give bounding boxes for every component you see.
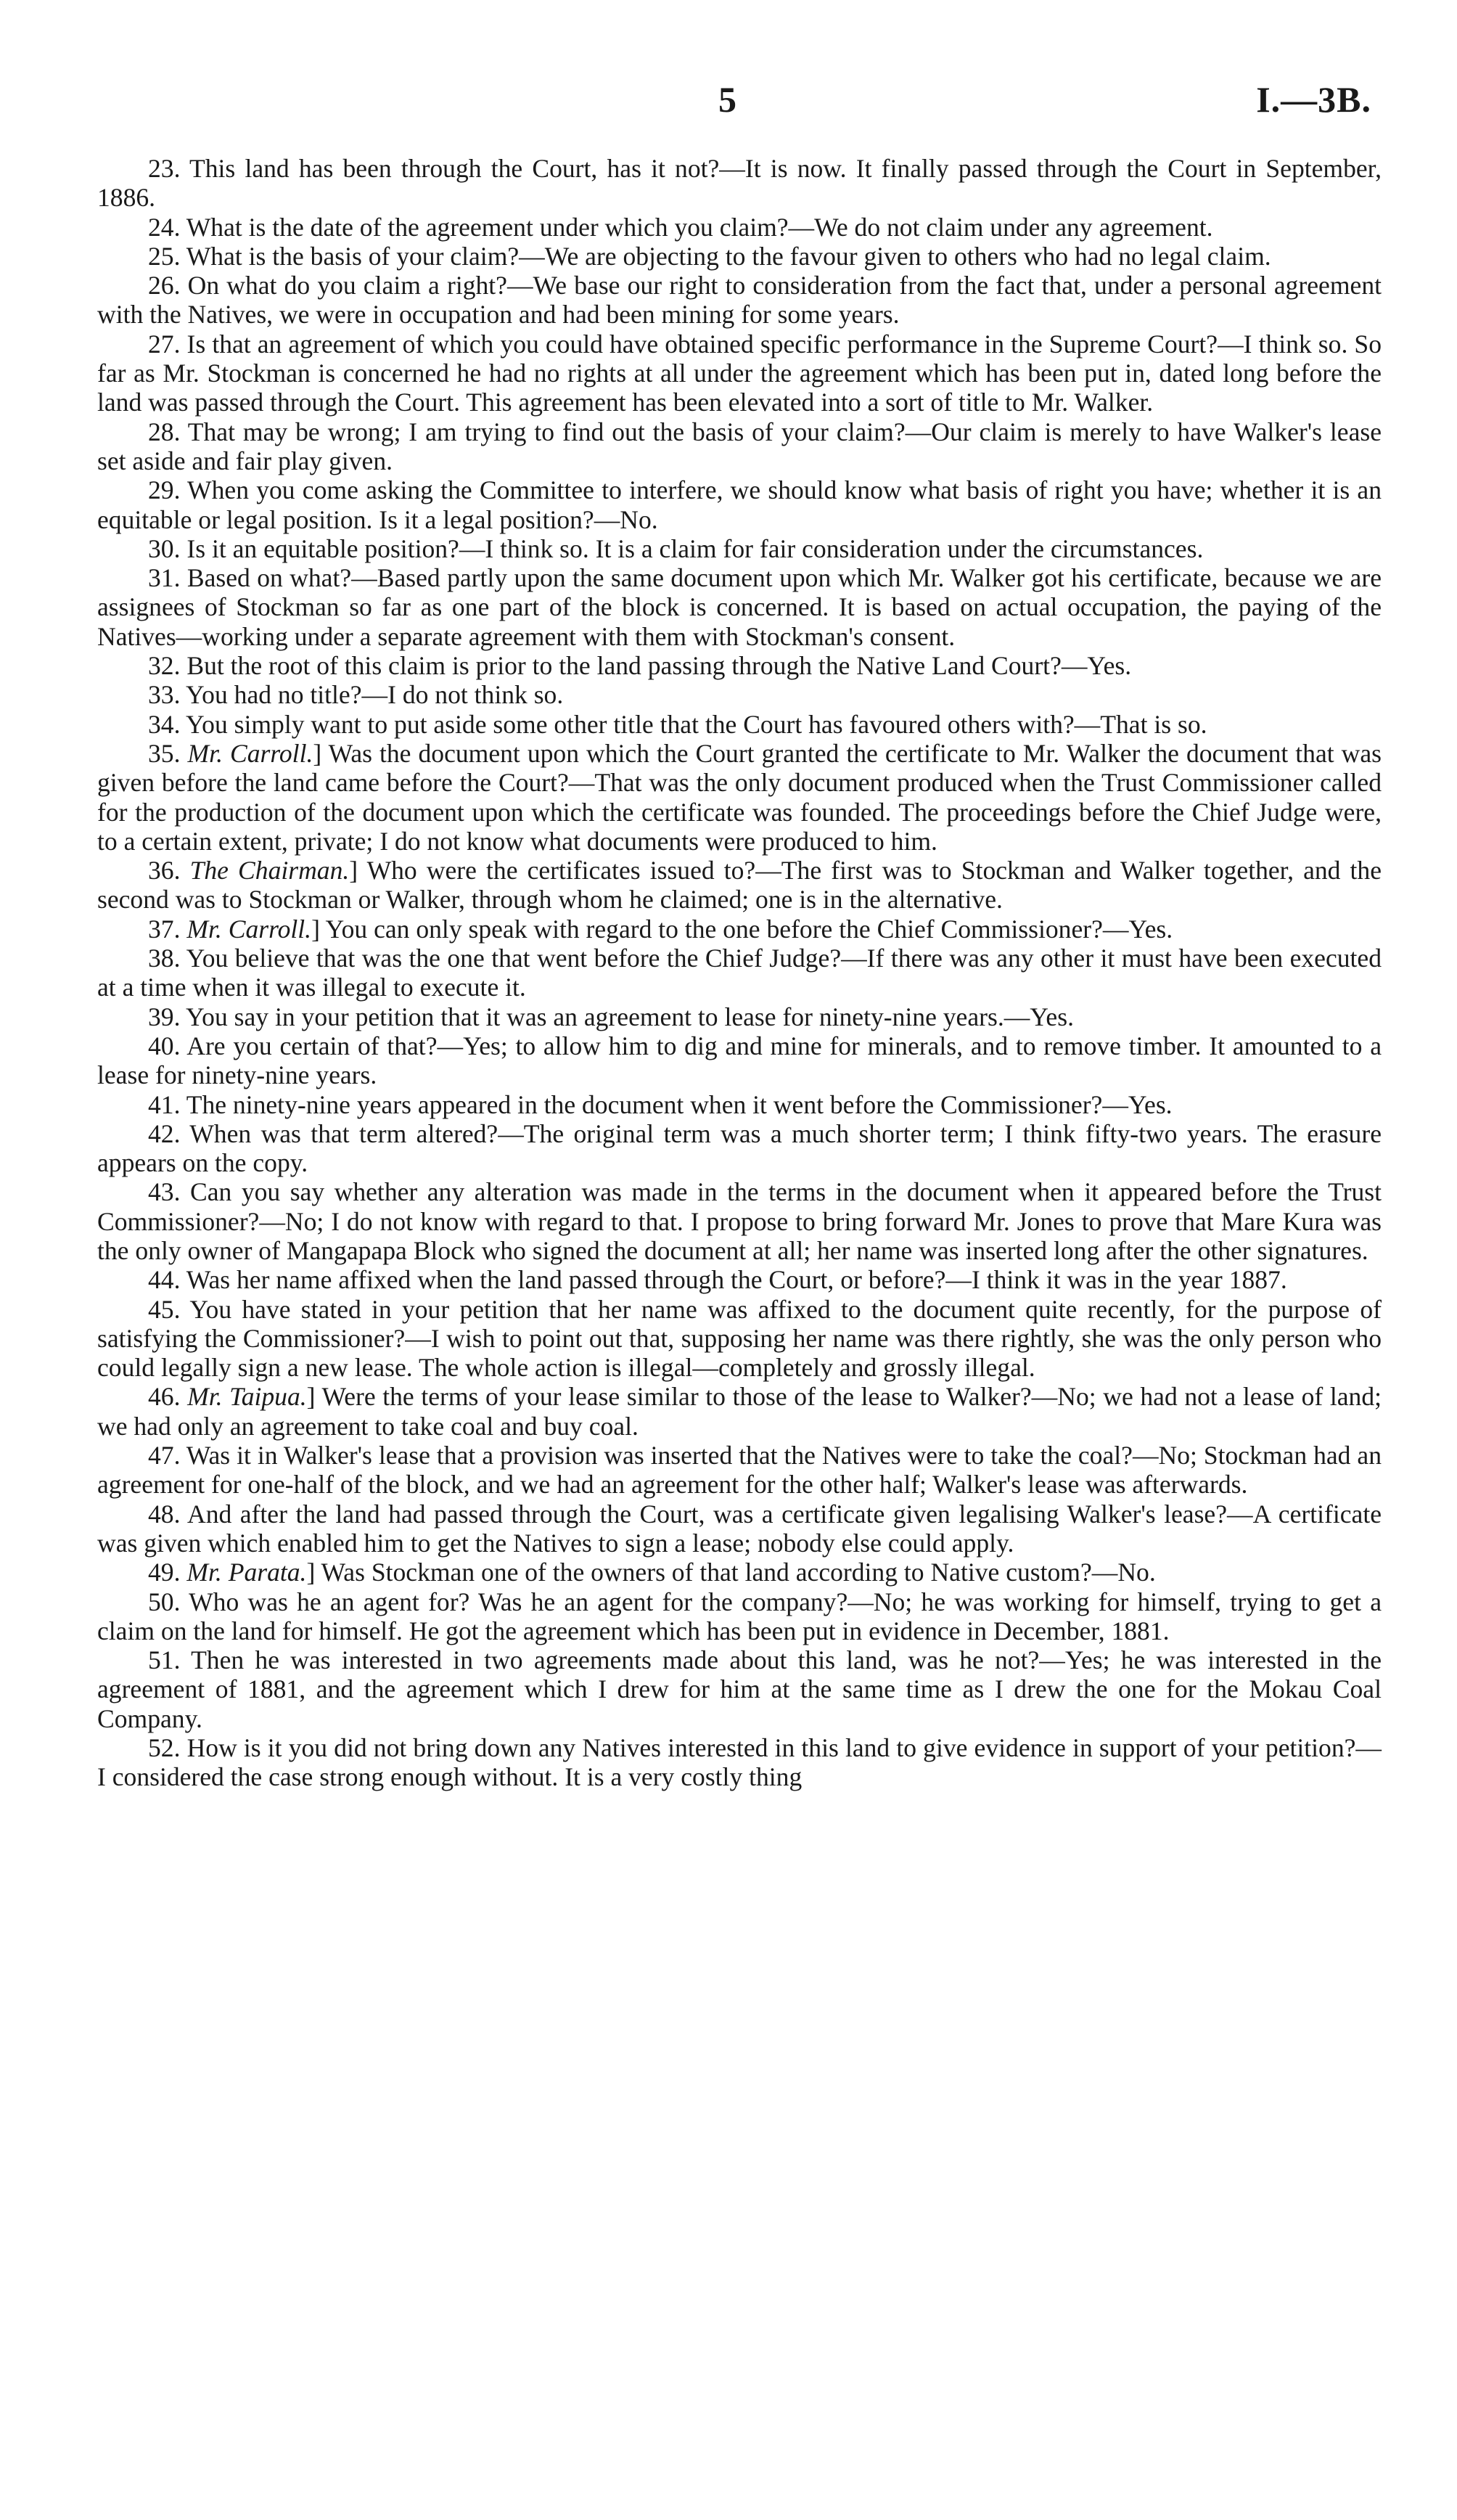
question-number: 37.	[148, 914, 181, 944]
question-answer-text: 41. The ninety-nine years appeared in the document when it went before the Commissioner?—Yes.	[148, 1089, 1173, 1119]
question-answer-text: 27. Is that an agreement of which you could have obtained specific performance in the Supreme Court?—I think so. So far as Mr. Stockman is concerned he had no rights at all under the agreement which has been put in, dated long before the land was passed through the Court. This agreement has been elevated into a sort of title to Mr. Walker.	[97, 329, 1382, 417]
question-number: 35.	[148, 738, 181, 768]
question-answer-27	[97, 1558, 1382, 1587]
question-answer-text: 33. You had no title?—I do not think so.	[148, 680, 564, 710]
question-answer-text: 40. Are you certain of that?—Yes; to allow him to dig and mine for minerals, and to remove timber. It amounted to a lease for ninety-nine years.	[97, 1031, 1382, 1090]
question-number: 36.	[148, 856, 181, 885]
question-answer-9	[97, 563, 1382, 651]
question-answer-22	[97, 1265, 1382, 1294]
question-answer-6	[97, 417, 1382, 476]
question-answer-text: 47. Was it in Walker's lease that a provision was inserted that the Natives were to take the coal?—No; Stockman had an agreement for one-half of the block, and we had an agreement for the other half; Walker's lease was afterwards.	[97, 1441, 1382, 1500]
question-answer-text: 48. And after the land had passed through the Court, was a certificate given legalising Walker's lease?—A certificate was given which enabled him to get the Natives to sign a lease; nobody else could apply.	[97, 1499, 1382, 1558]
question-answer-text: 50. Who was he an agent for? Was he an agent for the company?—No; he was working for himself, trying to get a claim on the land for himself. He got the agreement which has been put in evidence in December, 1881.	[97, 1587, 1382, 1645]
question-answer-21	[97, 1177, 1382, 1265]
question-answer-3	[97, 242, 1382, 271]
question-answer-23	[97, 1295, 1382, 1383]
page-number: 5	[718, 79, 736, 120]
question-answer-7	[97, 475, 1382, 534]
question-answer-text: 24. What is the date of the agreement under which you claim?—We do not claim under any agreement.	[148, 212, 1213, 242]
question-number: 49.	[148, 1558, 181, 1587]
question-number: 46.	[148, 1382, 181, 1412]
question-answer-13	[97, 739, 1382, 856]
question-answer-text: 28. That may be wrong; I am trying to find out the basis of your claim?—Our claim is merely to have Walker's lease set aside and fair play given.	[97, 417, 1382, 475]
question-answer-16	[97, 944, 1382, 1002]
question-answer-4	[97, 271, 1382, 330]
question-answer-text: 51. Then he was interested in two agreements made about this land, was he not?—Yes; he was interested in the agreement of 1881, and the agreement which I drew for him at the same time as I drew the one for the Mokau Coal Company.	[97, 1645, 1382, 1733]
question-answer-17	[97, 1002, 1382, 1031]
question-answer-15	[97, 915, 1382, 944]
question-answer-text: 45. You have stated in your petition that her name was affixed to the document quite recently, for the purpose of satisfying the Commissioner?—I wish to point out that, supposing her name was there rightly, she was the only person who could legally sign a new lease. The whole action is illegal—completely and grossly illegal.	[97, 1294, 1382, 1383]
speaker-name: Mr. Carroll.	[187, 738, 313, 768]
question-answer-text: 34. You simply want to put aside some other title that the Court has favoured others with?—That is so.	[148, 709, 1207, 739]
minutes-of-evidence	[97, 154, 1382, 1792]
paper-reference: I.—3B.	[1256, 79, 1371, 120]
question-answer-11	[97, 680, 1382, 709]
question-answer-5	[97, 330, 1382, 417]
question-answer-text: 44. Was her name affixed when the land passed through the Court, or before?—I think it was in the year 1887.	[148, 1265, 1287, 1295]
question-answer-26	[97, 1500, 1382, 1558]
question-answer-28	[97, 1587, 1382, 1646]
question-answer-18	[97, 1031, 1382, 1090]
question-answer-14	[97, 856, 1382, 915]
question-answer-8	[97, 534, 1382, 563]
question-answer-text: 23. This land has been through the Court, has it not?—It is now. It finally passed through the Court in September, 1886.	[97, 154, 1382, 213]
question-answer-text: 31. Based on what?—Based partly upon the same document upon which Mr. Walker got his certificate, because we are assignees of Stockman so far as one part of the block is concerned. It is based on actual occupation, the paying of the Natives—working under a separate agreement with them with Stockman's consent.	[97, 563, 1382, 651]
question-answer-text: 52. How is it you did not bring down any Natives interested in this land to give evidence in support of your petition?—I considered the case strong enough without. It is a very costly thing	[97, 1733, 1382, 1792]
question-answer-text: 42. When was that term altered?—The original term was a much shorter term; I think fifty-two years. The erasure appears on the copy.	[97, 1118, 1382, 1178]
speaker-name: Mr. Carroll.	[186, 914, 312, 944]
question-answer-25	[97, 1441, 1382, 1500]
question-answer-10	[97, 651, 1382, 680]
question-answer-1	[97, 154, 1382, 213]
question-answer-text: ] You can only speak with regard to the one before the Chief Commissioner?—Yes.	[311, 914, 1173, 944]
question-answer-text: 29. When you come asking the Committee to interfere, we should know what basis of right you have; whether it is an equitable or legal position. Is it a legal position?—No.	[97, 475, 1382, 534]
question-answer-19	[97, 1090, 1382, 1119]
question-answer-text: ] Was Stockman one of the owners of that land according to Native custom?—No.	[306, 1558, 1156, 1587]
speaker-name: Mr. Taipua.	[187, 1382, 307, 1412]
question-answer-24	[97, 1382, 1382, 1441]
speaker-name: Mr. Parata.	[186, 1558, 307, 1587]
question-answer-text: ] Who were the certificates issued to?—The first was to Stockman and Walker together, and the second was to Stockman or Walker, through whom he claimed; one is in the alternative.	[97, 856, 1382, 915]
question-answer-text: 32. But the root of this claim is prior to the land passing through the Native Land Court?—Yes.	[148, 651, 1132, 681]
question-answer-2	[97, 213, 1382, 242]
question-answer-text: 39. You say in your petition that it was an agreement to lease for ninety-nine years.—Yes.	[148, 1002, 1074, 1031]
page-header	[0, 78, 1457, 129]
speaker-name: The Chairman.	[189, 856, 350, 885]
question-answer-text: 26. On what do you claim a right?—We base our right to consideration from the fact that, under a personal agreement with the Natives, we were in occupation and had been mining for some years.	[97, 271, 1382, 330]
question-answer-text: ] Were the terms of your lease similar to those of the lease to Walker?—No; we had not a lease of land; we had only an agreement to take coal and buy coal.	[97, 1382, 1382, 1441]
question-answer-text: 30. Is it an equitable position?—I think so. It is a claim for fair consideration under the circumstances.	[148, 533, 1204, 563]
question-answer-text: 25. What is the basis of your claim?—We are objecting to the favour given to others who had no legal claim.	[148, 241, 1271, 271]
question-answer-text: 43. Can you say whether any alteration was made in the terms in the document when it appeared before the Trust Commissioner?—No; I do not know with regard to that. I propose to bring forward Mr. Jones to prove that Mare Kura was the only owner of Mangapapa Block who signed the document at all; her name was inserted long after the other signatures.	[97, 1177, 1382, 1265]
question-answer-30	[97, 1733, 1382, 1792]
question-answer-29	[97, 1645, 1382, 1733]
question-answer-12	[97, 710, 1382, 739]
question-answer-20	[97, 1119, 1382, 1178]
question-answer-text: 38. You believe that was the one that went before the Chief Judge?—If there was any other it must have been executed at a time when it was illegal to execute it.	[97, 944, 1382, 1002]
question-answer-text: ] Was the document upon which the Court granted the certificate to Mr. Walker the document that was given before the land came before the Court?—That was the only document produced when the Trust Commissioner called for the production of the document upon which the certificate was founded. The proceedings before the Chief Judge were, to a certain extent, private; I do not know what documents were produced to him.	[97, 738, 1382, 856]
